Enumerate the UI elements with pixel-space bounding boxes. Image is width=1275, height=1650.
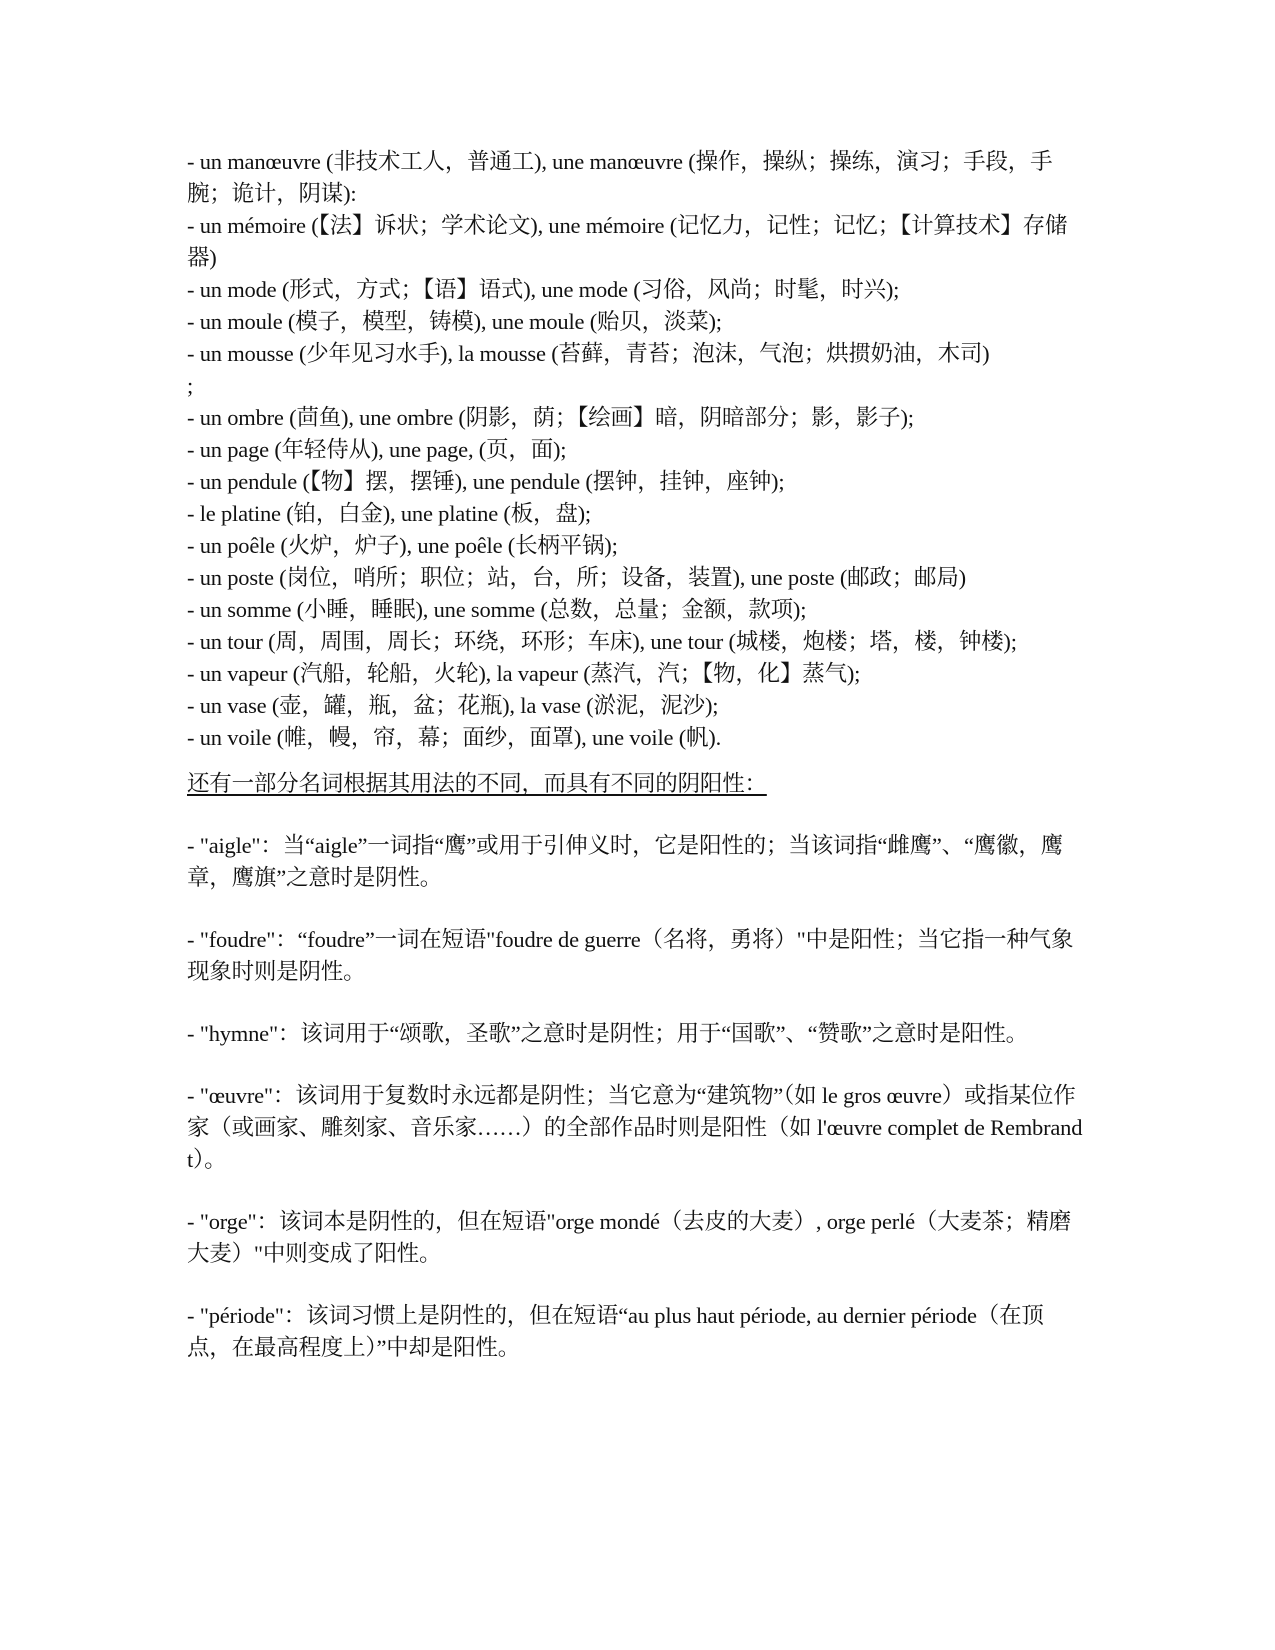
list-item: - un somme (小睡，睡眠), une somme (总数，总量；金额，款项); [187, 597, 807, 622]
list-item: - un mousse (少年见习水手), la mousse (苔藓，青苔；泡沫，气泡；烘掼奶油，木司) ; [187, 341, 990, 398]
list-item: - un vapeur (汽船，轮船，火轮), la vapeur (蒸汽，汽；【物，化】蒸气); [187, 661, 861, 686]
list-item: - un ombre (茴鱼), une ombre (阴影，荫；【绘画】暗，阴暗部分；影，影子); [187, 405, 914, 430]
list-item: - un tour (周，周围，周长；环绕，环形；车床), une tour (城楼，炮楼；塔，楼，钟楼); [187, 629, 1017, 654]
list-item: - un moule (模子，模型，铸模), une moule (贻贝，淡菜); [187, 309, 722, 334]
list-item: - un poste (岗位，哨所；职位；站，台，所；设备，装置), une poste (邮政；邮局) [187, 565, 966, 590]
document-page [187, 146, 1087, 1364]
section-heading: 还有一部分名词根据其用法的不同，而具有不同的阴阳性： [187, 771, 767, 796]
list-item: - un mémoire (【法】诉状；学术论文), une mémoire (记忆力，记性；记忆；【计算技术】存储器) [187, 213, 1068, 270]
list-item: - le platine (铂，白金), une platine (板，盘); [187, 501, 591, 526]
note-paragraph: - "orge"：该词本是阴性的，但在短语"orge mondé（去皮的大麦）, orge perlé（大麦茶；精磨大麦）"中则变成了阳性。 [187, 1209, 1071, 1266]
note-paragraph: - "période"：该词习惯上是阴性的，但在短语“au plus haut période, au dernier période（在顶点，在最高程度上）”中却是阳性。 [187, 1303, 1044, 1360]
list-item: - un mode (形式，方式；【语】语式), une mode (习俗，风尚；时髦，时兴); [187, 277, 900, 302]
gender-notes [187, 830, 1087, 1364]
list-item: - un vase (壶，罐，瓶，盆；花瓶), la vase (淤泥，泥沙); [187, 693, 719, 718]
list-item: - un voile (帷，幔，帘，幕；面纱，面罩), une voile (帆). [187, 725, 722, 750]
note-paragraph: - "œuvre"：该词用于复数时永远都是阴性；当它意为“建筑物”（如 le gros œuvre）或指某位作家（或画家、雕刻家、音乐家……）的全部作品时则是阳性（如 l'œuvre complet de Rembrandt）。 [187, 1083, 1083, 1172]
homonym-list [187, 146, 1087, 754]
note-paragraph: - "aigle"：当“aigle”一词指“鹰”或用于引伸义时，它是阳性的；当该词指“雌鹰”、“鹰徽，鹰章，鹰旗”之意时是阴性。 [187, 833, 1063, 890]
list-item: - un pendule (【物】摆，摆锤), une pendule (摆钟，挂钟，座钟); [187, 469, 785, 494]
list-item: - un page (年轻侍从), une page, (页，面); [187, 437, 567, 462]
note-paragraph: - "foudre"：“foudre”一词在短语"foudre de guerre（名将，勇将）"中是阳性；当它指一种气象现象时则是阴性。 [187, 927, 1074, 984]
note-paragraph: - "hymne"：该词用于“颂歌，圣歌”之意时是阴性；用于“国歌”、“赞歌”之意时是阳性。 [187, 1021, 1028, 1046]
list-item: - un manœuvre (非技术工人，普通工), une manœuvre (操作，操纵；操练，演习；手段，手腕；诡计，阴谋): [187, 149, 1053, 206]
list-item: - un poêle (火炉，炉子), une poêle (长柄平锅); [187, 533, 618, 558]
